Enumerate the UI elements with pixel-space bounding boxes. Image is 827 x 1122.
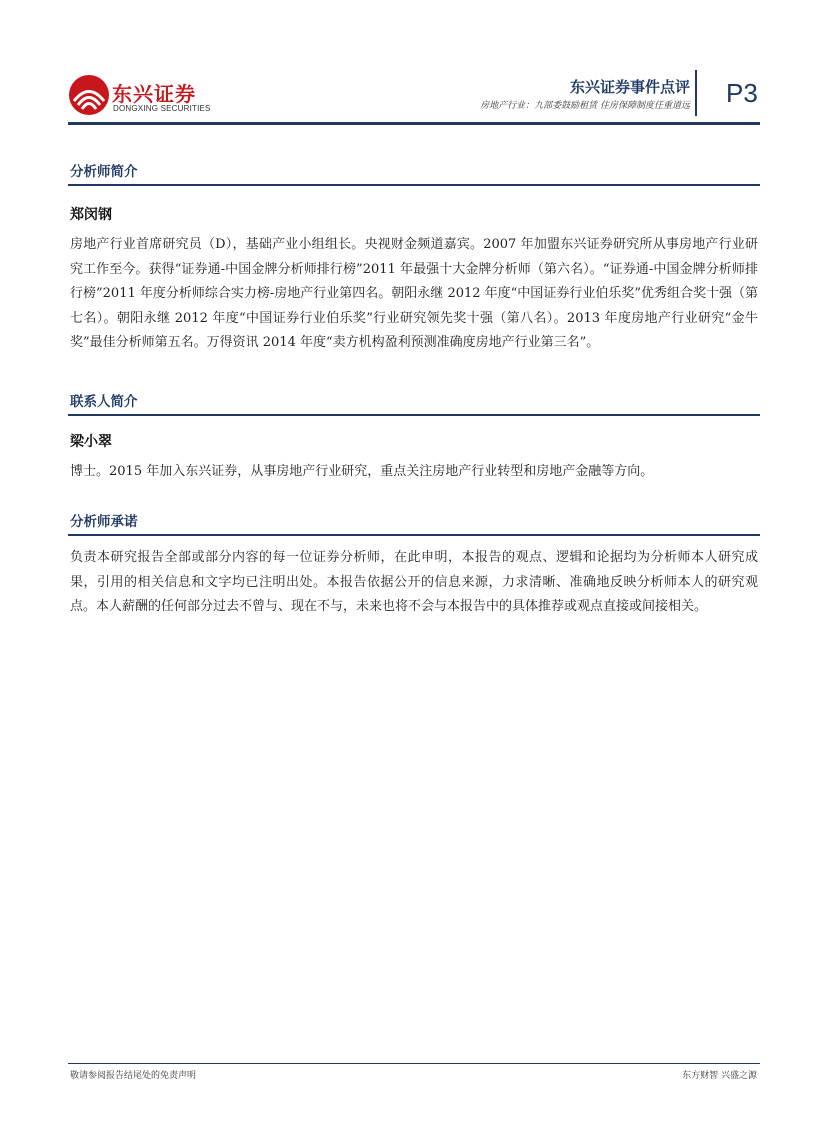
section-heading-analyst-commitment [68, 512, 760, 536]
contact-bio: 博士。2015 年加入东兴证券，从事房地产行业研究，重点关注房地产行业转型和房地产金融等方向。 [70, 464, 654, 479]
footer-slogan: 东方财智 兴盛之源 [682, 1071, 757, 1081]
section-heading-text: 分析师承诺 [70, 514, 138, 530]
dongxing-logo-icon [68, 74, 110, 116]
logo-english-name: DONGXING SECURITIES [113, 104, 211, 113]
analyst-name: 郑闵钢 [70, 207, 112, 223]
analyst-bio: 房地产行业首席研究员（D），基础产业小组组长。央视财金频道嘉宾。2007 年加盟东兴证券研究所从事房地产行业研究工作至今。获得“证券通-中国金牌分析师排行榜”2011 年最强十大金牌分析师（第六名）。“证券通-中国金牌分析师排行榜”2011 年度分析师综合实力榜-房地产行业第四名。朝阳永继 2012 年度“中国证券行业伯乐奖”优秀组合奖十强（第七名）。朝阳永继 2012 年度“中国证券行业伯乐奖”行业研究领先奖十强（第八名）。2013 年度房地产行业研究“金牛奖”最佳分析师第五名。万得资讯 2014 年度“卖方机构盈利预测准确度房地产行业第三名”。 [70, 237, 758, 350]
report-type-title: 东兴证券事件点评 [569, 78, 690, 96]
logo-chinese-name: 东兴证券 [112, 82, 196, 106]
section-heading-contact-profile [68, 392, 760, 416]
contact-name: 梁小翠 [70, 434, 112, 450]
analyst-commitment-text: 负责本研究报告全部或部分内容的每一位证券分析师，在此申明，本报告的观点、逻辑和论据均为分析师本人研究成果，引用的相关信息和文字均已注明出处。本报告依据公开的信息来源，力求清晰、准确地反映分析师本人的研究观点。本人薪酬的任何部分过去不曾与、现在不与，未来也将不会与本报告中的具体推荐或观点直接或间接相关。 [70, 550, 758, 614]
page-header [68, 66, 760, 126]
section-heading-text: 分析师简介 [70, 164, 138, 180]
footer-rule [68, 1063, 760, 1064]
header-rule [68, 122, 760, 125]
page-number: P3 [726, 78, 758, 108]
company-logo [68, 74, 211, 122]
section-heading-text: 联系人简介 [70, 394, 138, 410]
header-separator [695, 70, 697, 116]
report-subtitle: 房地产行业：九部委鼓励租赁 住房保障制度任重道远 [480, 101, 690, 111]
section-heading-analyst-profile [68, 162, 760, 186]
footer-disclaimer-note: 敬请参阅报告结尾处的免责声明 [70, 1071, 197, 1081]
